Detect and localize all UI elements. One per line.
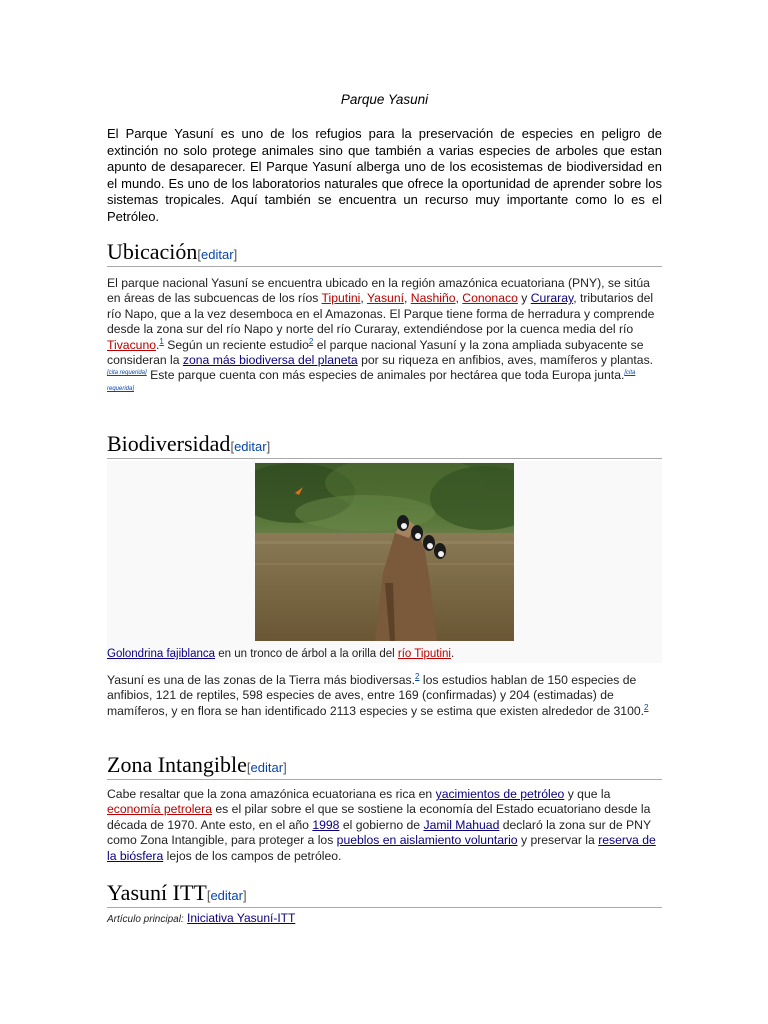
document-title: Parque Yasuni — [340, 92, 429, 107]
section-title: Ubicación — [107, 239, 198, 264]
link-yacimientos-petroleo[interactable]: yacimientos de petróleo — [435, 787, 565, 801]
section-heading-yasuni-itt — [107, 879, 662, 908]
link-nashino[interactable]: Nashiño — [410, 291, 456, 306]
text: los estudios hablan de 150 especies de anfibios, 121 de reptiles, 598 especies de aves, entre 169 (confirmadas) y 204 (estimadas) de mamíferos, y en flora se han identificado 2113 especies y se estima que existen alrededor de 3100. — [107, 673, 645, 718]
ubicacion-paragraph — [107, 276, 662, 399]
hatnote-label: Artículo principal: — [107, 914, 184, 925]
text: Yasuní es una de las zonas de la Tierra más biodiversas. — [107, 673, 416, 687]
edit-link-wrapper: [editar] — [246, 760, 287, 775]
text: , tributarios del río Napo, que a la vez desemboca en el Amazonas. El Parque tiene forma de herradura y comprende desde la zona sur del río Napo y norte del río Curaray, extendiéndose por la cuenca media del río — [107, 291, 655, 337]
link-tivacuno[interactable]: Tivacuno — [107, 337, 156, 352]
text: , — [360, 291, 367, 306]
section-heading-biodiversidad — [107, 430, 662, 459]
text: y — [517, 291, 531, 306]
edit-link-wrapper: [editar] — [230, 439, 271, 454]
text: el parque nacional Yasuní y la zona ampliada subyacente se consideran la — [107, 337, 644, 368]
ref-1[interactable]: 1 — [159, 336, 164, 346]
text: Cabe resaltar que la zona amazónica ecuatoriana es rica en — [107, 787, 436, 801]
citation-needed[interactable]: [cita requerida] — [107, 370, 636, 392]
text: Según un reciente estudio — [163, 337, 309, 352]
link-jamil-mahuad[interactable]: Jamil Mahuad — [423, 817, 500, 832]
intro-paragraph: El Parque Yasuní es uno de los refugios para la preservación de especies en peligro de extinción no solo protege animales sino que también a varias especies de arboles que estan apunto de desaparecer. El Parque Yasuní alberga uno de los ecosistemas de biodiversidad en el mundo. Es uno de los laboratorios naturales que ofrece la oportunidad de aprender sobre los sistemas tropicales. Aquí también se encuentra un recurso muy importante como lo es el Petróleo. — [107, 126, 662, 224]
image-thumbnail — [107, 461, 662, 663]
main-article-hatnote — [107, 911, 295, 925]
link-cononaco[interactable]: Cononaco — [462, 291, 518, 306]
ref-2[interactable]: 2 — [644, 702, 649, 712]
zona-intangible-paragraph — [107, 787, 662, 864]
text: , — [404, 291, 411, 306]
edit-link-wrapper: [editar] — [206, 888, 247, 903]
section-title: Yasuní ITT — [107, 880, 207, 905]
text: el gobierno de — [339, 817, 424, 832]
link-curaray[interactable]: Curaray — [530, 291, 574, 306]
ref-2[interactable]: 2 — [415, 671, 420, 681]
text: y preservar la — [517, 833, 599, 848]
text: es el pilar sobre el que se sostiene la economía del Estado ecuatoriano desde la década de 1970. Ante esto, en el año — [107, 802, 651, 832]
text: . — [156, 337, 160, 352]
link-iniciativa-yasuni-itt[interactable]: Iniciativa Yasuní-ITT — [187, 911, 296, 925]
link-reserva-biosfera[interactable]: reserva de la biósfera — [107, 833, 656, 863]
link-1998[interactable]: 1998 — [312, 817, 340, 832]
link-zona-mas-biodiversa[interactable]: zona más biodiversa del planeta — [182, 353, 358, 368]
edit-link-wrapper: [editar] — [197, 247, 238, 262]
text: en un tronco de árbol a la orilla del — [215, 648, 398, 660]
link-yasuni[interactable]: Yasuní — [366, 291, 404, 306]
text: lejos de los campos de petróleo. — [163, 848, 342, 863]
section-title: Zona Intangible — [107, 752, 247, 777]
text: declaró la zona sur de PNY como Zona Intangible, para proteger a los — [107, 817, 651, 848]
link-tiputini[interactable]: Tiputini — [321, 291, 361, 306]
edit-link-zona-intangible[interactable]: editar — [250, 760, 284, 775]
edit-link-yasuni-itt[interactable]: editar — [210, 888, 243, 903]
link-rio-tiputini[interactable]: río Tiputini — [397, 648, 451, 660]
link-economia-petrolera[interactable]: economía petrolera — [107, 802, 213, 817]
citation-needed[interactable]: [cita requerida] — [107, 370, 147, 377]
text: . — [450, 648, 455, 660]
biodiversidad-paragraph — [107, 673, 662, 719]
text: El parque nacional Yasuní se encuentra ubicado en la región amazónica ecuatoriana (PNY), se sitúa en áreas de las subcuencas de los ríos — [107, 276, 650, 306]
edit-link-biodiversidad[interactable]: editar — [234, 439, 267, 454]
text: y que la — [564, 787, 611, 801]
section-title: Biodiversidad — [107, 431, 231, 456]
text: , — [455, 291, 463, 306]
edit-link-ubicacion[interactable]: editar — [201, 247, 234, 262]
link-golondrina-fajiblanca[interactable]: Golondrina fajiblanca — [107, 648, 216, 660]
section-heading-ubicacion — [107, 238, 662, 267]
text: por su riqueza en anfibios, aves, mamíferos y plantas. — [357, 353, 654, 368]
image-caption — [107, 648, 662, 660]
section-heading-zona-intangible — [107, 751, 662, 780]
text: Este parque cuenta con más especies de animales por hectárea que toda Europa junta. — [146, 368, 625, 383]
link-pueblos-aislamiento[interactable]: pueblos en aislamiento voluntario — [336, 833, 518, 848]
ref-2[interactable]: 2 — [308, 336, 314, 346]
swallows-on-tree-stump-image[interactable] — [255, 463, 514, 641]
